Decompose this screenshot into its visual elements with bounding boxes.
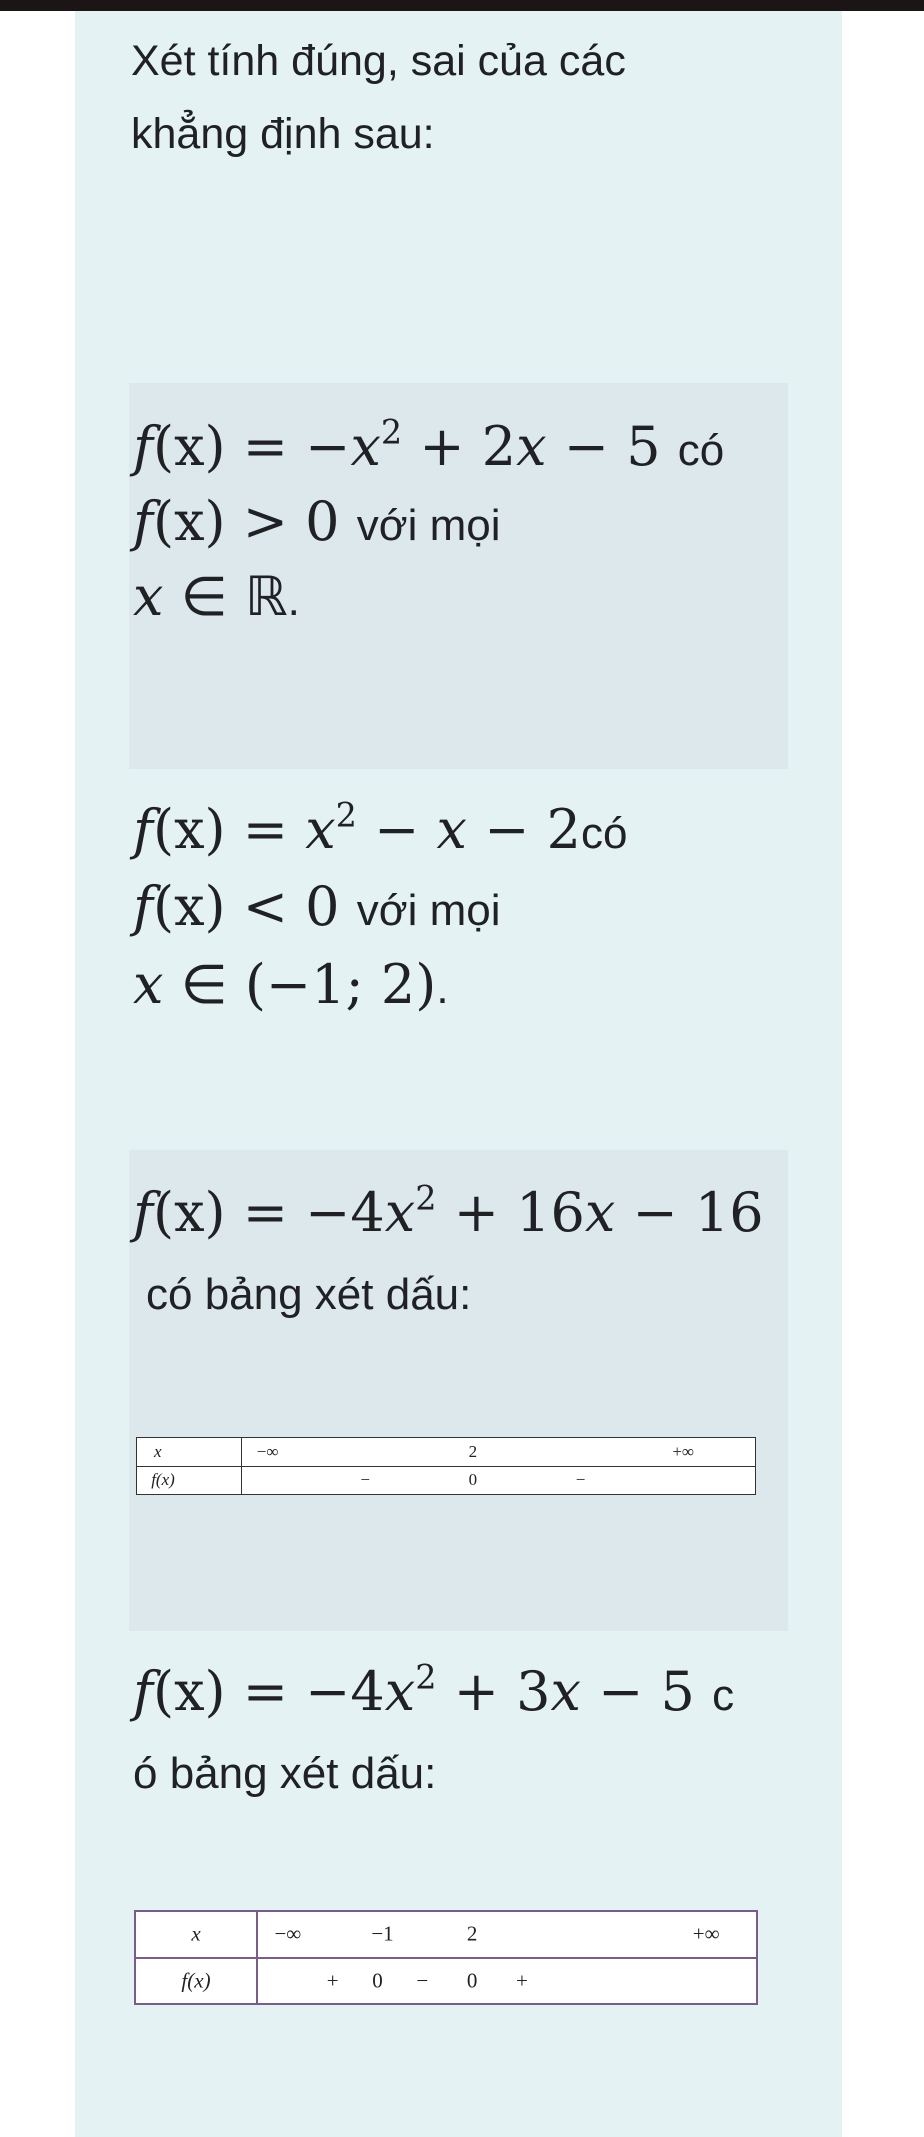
sign-table-d xyxy=(134,1910,758,2005)
sign-table-d-x-2: 2 xyxy=(466,1921,478,1946)
statement-b-condition: f(x) < 0 với mọi xyxy=(133,875,501,938)
question-intro-line1: Xét tính đúng, sai của các xyxy=(131,37,626,85)
sign-table-c-x-2: +∞ xyxy=(672,1441,695,1461)
statement-d-suffix: c xyxy=(712,1671,735,1720)
statement-c-function: $f(x) = -4x^2 + 16x - 16$ xyxy=(133,1178,764,1244)
sign-table-d-sign-4: + xyxy=(516,1968,528,1993)
top-status-bar xyxy=(0,0,924,11)
statement-b-function: $f(x) = x^2 - x$ − 2có xyxy=(133,795,628,861)
statement-a-suffix: có xyxy=(677,426,725,475)
sign-table-c-sign-2: − xyxy=(575,1470,586,1490)
sign-table-d-x-head: x xyxy=(191,1921,201,1946)
sign-table-d-sign-2: − xyxy=(416,1968,429,1993)
sign-table-d-x-0: −∞ xyxy=(274,1921,302,1946)
statement-b-suffix: có xyxy=(580,809,628,858)
sign-table-d-x-3: +∞ xyxy=(692,1921,720,1946)
sign-table-c-x-1: 2 xyxy=(468,1441,478,1461)
sign-table-d-sign-1: 0 xyxy=(372,1968,383,1993)
statement-d-line2: ó bảng xét dấu: xyxy=(133,1749,437,1798)
statement-b-domain: x ∈ (−1; 2). xyxy=(133,953,449,1016)
question-panel xyxy=(75,11,842,2137)
statement-d-function: $f(x) = -4x^2 + 3x - 5$ c xyxy=(133,1657,735,1723)
statement-a-function: $f(x) = -x^2 + 2x - 5$ có xyxy=(133,412,725,478)
sign-table-d-f-head: f(x) xyxy=(181,1968,211,1993)
sign-table-d-x-1: −1 xyxy=(371,1921,394,1946)
statement-a-condition: f(x) > 0 với mọi xyxy=(133,490,501,553)
sign-table-d-sign-0: + xyxy=(326,1968,339,1993)
question-intro-line2: khẳng định sau: xyxy=(131,110,435,158)
sign-table-c-x-0: −∞ xyxy=(256,1441,279,1461)
sign-table-c-f-head: f(x) xyxy=(151,1470,175,1490)
sign-table-c-x-head: x xyxy=(154,1441,162,1461)
statement-a-domain: x ∈ ℝ. xyxy=(133,565,300,628)
sign-table-c xyxy=(136,1437,756,1495)
sign-table-c-sign-1: 0 xyxy=(468,1470,478,1490)
sign-table-d-sign-3: 0 xyxy=(466,1968,478,1993)
statement-c-line2: có bảng xét dấu: xyxy=(146,1270,472,1319)
sign-table-c-sign-0: − xyxy=(360,1470,370,1490)
